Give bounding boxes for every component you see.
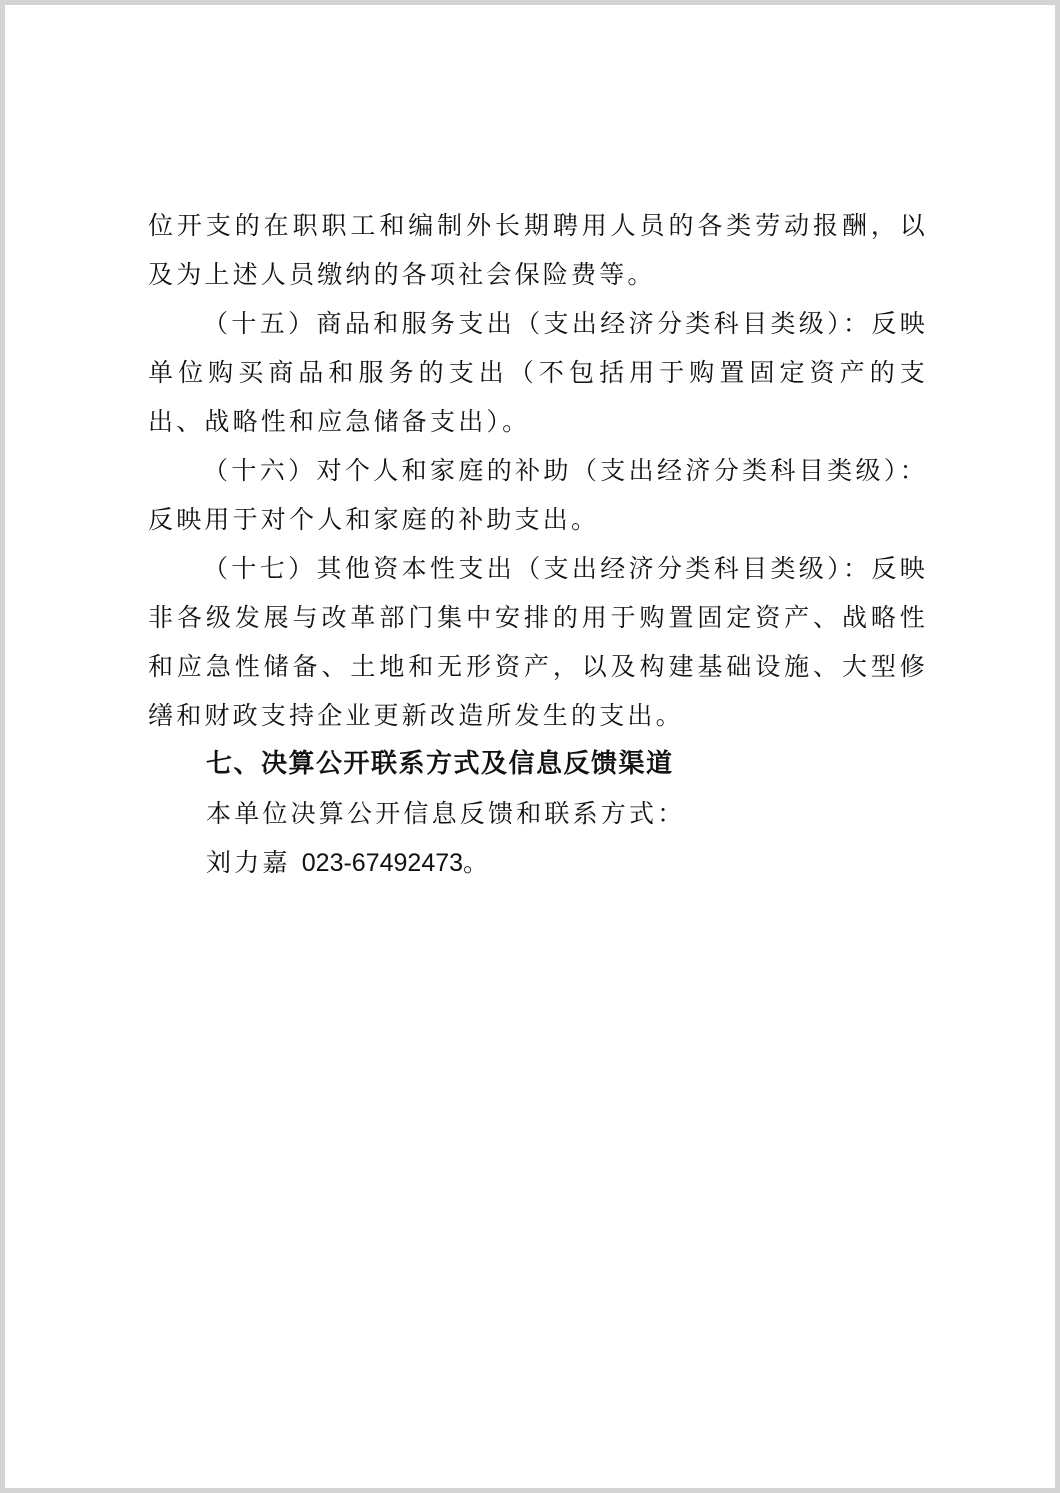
paragraph-item-17: （十七）其他资本性支出（支出经济分类科目类级）：反映非各级发展与改革部门集中安排的用于购置固定资产、战略性和应急性储备、土地和无形资产，以及构建基础设施、大型修缮和财政支持企业更新改造所发生的支出。 (148, 554, 928, 730)
contact-name: 刘力嘉 (206, 848, 291, 877)
paragraph-item-15: （十五）商品和服务支出（支出经济分类科目类级）：反映单位购买商品和服务的支出（不包括用于购置固定资产的支出、战略性和应急储备支出）。 (148, 309, 928, 436)
contact-intro: 本单位决算公开信息反馈和联系方式： (206, 799, 686, 828)
contact-end-punct: 。 (463, 848, 492, 877)
paragraph-item-16: （十六）对个人和家庭的补助（支出经济分类科目类级）：反映用于对个人和家庭的补助支出。 (148, 456, 928, 534)
contact-phone: 023-67492473 (301, 849, 464, 877)
section-heading: 七、决算公开联系方式及信息反馈渠道 (206, 749, 674, 779)
document-body (148, 201, 928, 888)
contact-line (148, 838, 928, 888)
paragraph-continuation: 位开支的在职职工和编制外长期聘用人员的各类劳动报酬，以及为上述人员缴纳的各项社会保险费等。 (148, 211, 928, 289)
document-page (5, 5, 1055, 1488)
